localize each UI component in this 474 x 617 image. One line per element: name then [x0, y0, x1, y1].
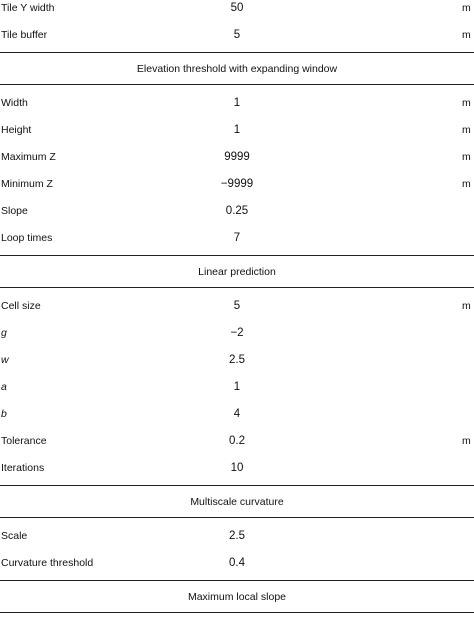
param-value: 1	[233, 380, 241, 393]
param-unit: m	[462, 434, 471, 447]
table-row	[0, 319, 474, 346]
param-value: −2	[230, 326, 244, 339]
table-row	[0, 427, 474, 454]
table-row	[0, 346, 474, 373]
table-row	[0, 143, 474, 170]
table-row	[0, 400, 474, 427]
param-name: Tolerance	[1, 434, 47, 447]
section-title: Elevation threshold with expanding window	[136, 62, 338, 75]
param-value: 0.25	[225, 204, 249, 217]
param-name: Loop times	[1, 231, 53, 244]
table-row	[0, 522, 474, 549]
param-unit: m	[462, 28, 471, 41]
table-row	[0, 454, 474, 481]
param-unit: m	[462, 1, 471, 14]
table-row	[0, 89, 474, 116]
param-unit: m	[462, 177, 471, 190]
param-value: 5	[233, 299, 241, 312]
param-name: Curvature threshold	[1, 556, 94, 569]
param-name: Slope	[1, 204, 28, 217]
table-row	[0, 170, 474, 197]
table-row	[0, 224, 474, 251]
table-row	[0, 0, 474, 21]
param-value: 50	[230, 1, 244, 14]
section-header	[0, 52, 474, 85]
param-name: Height	[1, 123, 32, 136]
param-name: Maximum Z	[1, 150, 56, 163]
param-name: Minimum Z	[1, 177, 53, 190]
table-row	[0, 549, 474, 576]
table-row	[0, 21, 474, 48]
param-unit: m	[462, 96, 471, 109]
table-row	[0, 373, 474, 400]
table-row	[0, 292, 474, 319]
section-header	[0, 485, 474, 518]
section-title: Maximum local slope	[187, 590, 287, 603]
param-value: 4	[233, 407, 241, 420]
param-name: w	[1, 353, 9, 366]
param-value: 2.5	[229, 529, 245, 542]
param-unit: m	[462, 123, 471, 136]
param-name: Cell size	[1, 299, 41, 312]
param-value: 0.4	[229, 556, 245, 569]
param-name: Tile buffer	[1, 28, 48, 41]
param-name: a	[1, 380, 7, 393]
section-title: Multiscale curvature	[190, 495, 284, 508]
section-title: Linear prediction	[198, 265, 276, 278]
param-name: Scale	[1, 529, 28, 542]
param-name: Width	[1, 96, 28, 109]
param-name: g	[1, 326, 7, 339]
param-value: 10	[230, 461, 244, 474]
section-header	[0, 580, 474, 613]
param-name: Iterations	[1, 461, 45, 474]
param-value: 1	[233, 96, 241, 109]
param-value: 7	[233, 231, 241, 244]
param-unit: m	[462, 150, 471, 163]
table-row	[0, 197, 474, 224]
param-value: 1	[233, 123, 241, 136]
param-value: 9999	[224, 150, 250, 163]
param-name: Tile Y width	[1, 1, 55, 14]
table-row	[0, 116, 474, 143]
param-unit: m	[462, 299, 471, 312]
param-value: −9999	[220, 177, 254, 190]
param-name: b	[1, 407, 7, 420]
param-value: 0.2	[229, 434, 245, 447]
param-value: 2.5	[229, 353, 245, 366]
param-value: 5	[233, 28, 241, 41]
section-header	[0, 255, 474, 288]
